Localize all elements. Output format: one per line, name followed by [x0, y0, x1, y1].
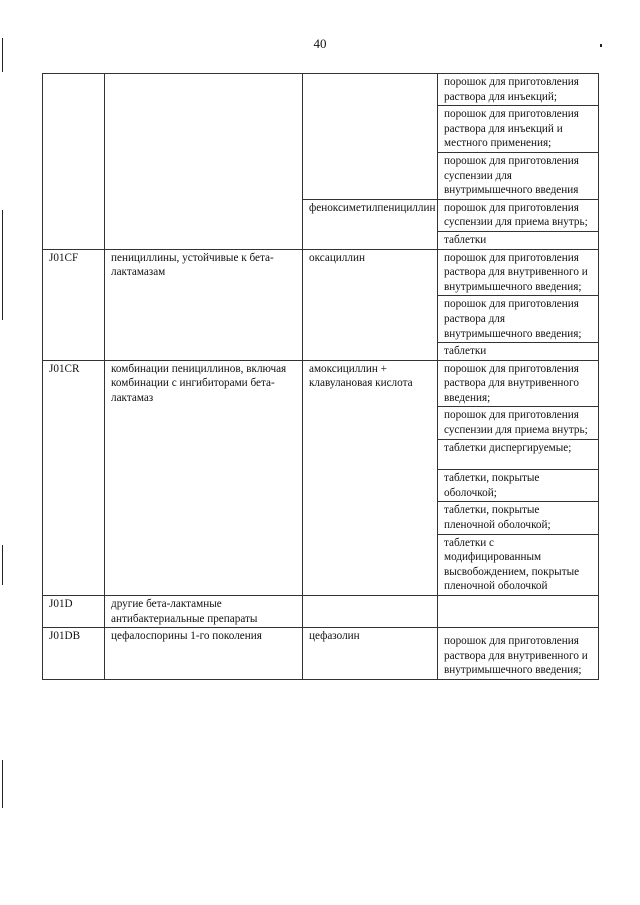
scan-mark-top-right: [600, 44, 602, 47]
table-row: [43, 360, 599, 407]
group-cell: цефалоспорины 1-го поколения: [105, 628, 303, 680]
dosage-form-cell: таблетки диспергируемые;: [438, 439, 599, 470]
scan-mark-left-edge-1: [2, 38, 3, 72]
group-cell: [105, 74, 303, 250]
dosage-form-cell: таблетки, покрытые оболочкой;: [438, 470, 599, 502]
substance-cell: феноксиметилпенициллин: [303, 199, 438, 249]
dosage-form-cell: порошок для приготовления суспензии для приема внутрь;: [438, 199, 599, 231]
table-row: [43, 596, 599, 628]
scan-mark-left-edge-3: [2, 545, 3, 585]
group-cell: пенициллины, устойчивые к бета-лактамазам: [105, 249, 303, 360]
atc-code-cell: J01CR: [43, 360, 105, 595]
dosage-form-cell: порошок для приготовления раствора для внутримышечного введения;: [438, 296, 599, 343]
dosage-form-cell: таблетки: [438, 343, 599, 361]
dosage-form-cell: [438, 596, 599, 628]
atc-code-cell: J01DB: [43, 628, 105, 680]
dosage-form-cell: порошок для приготовления раствора для внутривенного и внутримышечного введения;: [438, 249, 599, 296]
atc-code-cell: J01CF: [43, 249, 105, 360]
page-number: 40: [313, 36, 327, 51]
group-cell: комбинации пенициллинов, включая комбинации с ингибиторами бета-лактамаз: [105, 360, 303, 595]
medication-table: [42, 73, 599, 680]
dosage-form-cell: порошок для приготовления раствора для инъекций;: [438, 74, 599, 106]
dosage-form-cell: порошок для приготовления суспензии для внутримышечного введения: [438, 152, 599, 199]
group-cell: другие бета-лактамные антибактериальные препараты: [105, 596, 303, 628]
table-row: [43, 74, 599, 106]
substance-cell: оксациллин: [303, 249, 438, 360]
atc-code-cell: J01D: [43, 596, 105, 628]
substance-cell: амоксициллин + клавулановая кислота: [303, 360, 438, 595]
dosage-form-cell: таблетки, покрытые пленочной оболочкой;: [438, 502, 599, 534]
dosage-form-cell: порошок для приготовления раствора для внутривенного введения;: [438, 360, 599, 407]
scan-mark-left-edge-2: [2, 210, 3, 320]
dosage-form-cell: порошок для приготовления раствора для внутривенного и внутримышечного введения;: [438, 628, 599, 680]
substance-cell: цефазолин: [303, 628, 438, 680]
scan-mark-left-edge-4: [2, 760, 3, 808]
dosage-form-cell: порошок для приготовления суспензии для приема внутрь;: [438, 407, 599, 439]
substance-cell: [303, 74, 438, 200]
dosage-form-cell: порошок для приготовления раствора для инъекций и местного применения;: [438, 106, 599, 153]
table-row: [43, 249, 599, 296]
substance-cell: [303, 596, 438, 628]
dosage-form-cell: таблетки с модифицированным высвобождением, покрытые пленочной оболочкой: [438, 534, 599, 595]
atc-code-cell: [43, 74, 105, 250]
table-row: [43, 628, 599, 680]
dosage-form-cell: таблетки: [438, 231, 599, 249]
